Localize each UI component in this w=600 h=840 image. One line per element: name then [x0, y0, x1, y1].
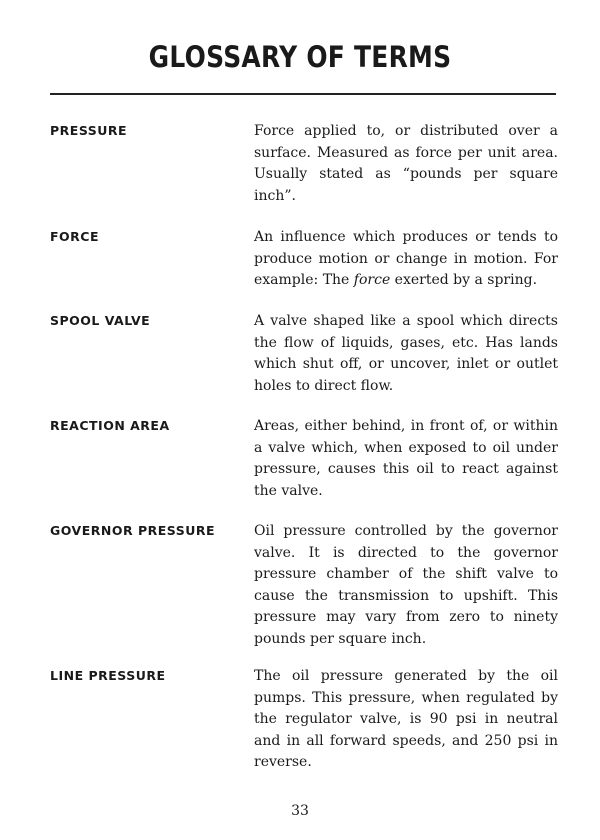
- definition-text: An influence which produces or tends to produce motion or change in motion. For example: The: [254, 229, 558, 289]
- definition-emphasis: force: [353, 272, 391, 289]
- page-title: GLOSSARY OF TERMS: [148, 40, 452, 74]
- glossary-definition: Oil pressure controlled by the governor valve. It is directed to the governor pressure chamber of the shift valve to cause the transmission to upshift. This pressure may vary from zero to ninety pounds per square inch.: [254, 523, 558, 647]
- definition-text: exerted by a spring.: [390, 272, 538, 289]
- glossary-term: REACTION AREA: [50, 418, 170, 433]
- glossary-term: LINE PRESSURE: [50, 668, 166, 683]
- glossary-term: FORCE: [50, 229, 100, 244]
- glossary-definition: Force applied to, or distributed over a surface. Measured as force per unit area. Usually stated as “pounds per square inch”.: [254, 123, 558, 204]
- glossary-definition: A valve shaped like a spool which directs the flow of liquids, gases, etc. Has lands which shut off, or uncover, inlet or outlet holes to direct flow.: [254, 313, 558, 394]
- title-rule: [50, 93, 556, 95]
- glossary-term: PRESSURE: [50, 123, 128, 138]
- glossary-definition: [254, 227, 558, 292]
- glossary-term: SPOOL VALVE: [50, 313, 151, 328]
- glossary-definition: Areas, either behind, in front of, or within a valve which, when exposed to oil under pressure, causes this oil to react against the valve.: [254, 418, 558, 499]
- glossary-term: GOVERNOR PRESSURE: [50, 523, 216, 538]
- page-number: 33: [291, 803, 309, 819]
- glossary-definition: The oil pressure generated by the oil pumps. This pressure, when regulated by the regulator valve, is 90 psi in neutral and in all forward speeds, and 250 psi in reverse.: [254, 668, 558, 771]
